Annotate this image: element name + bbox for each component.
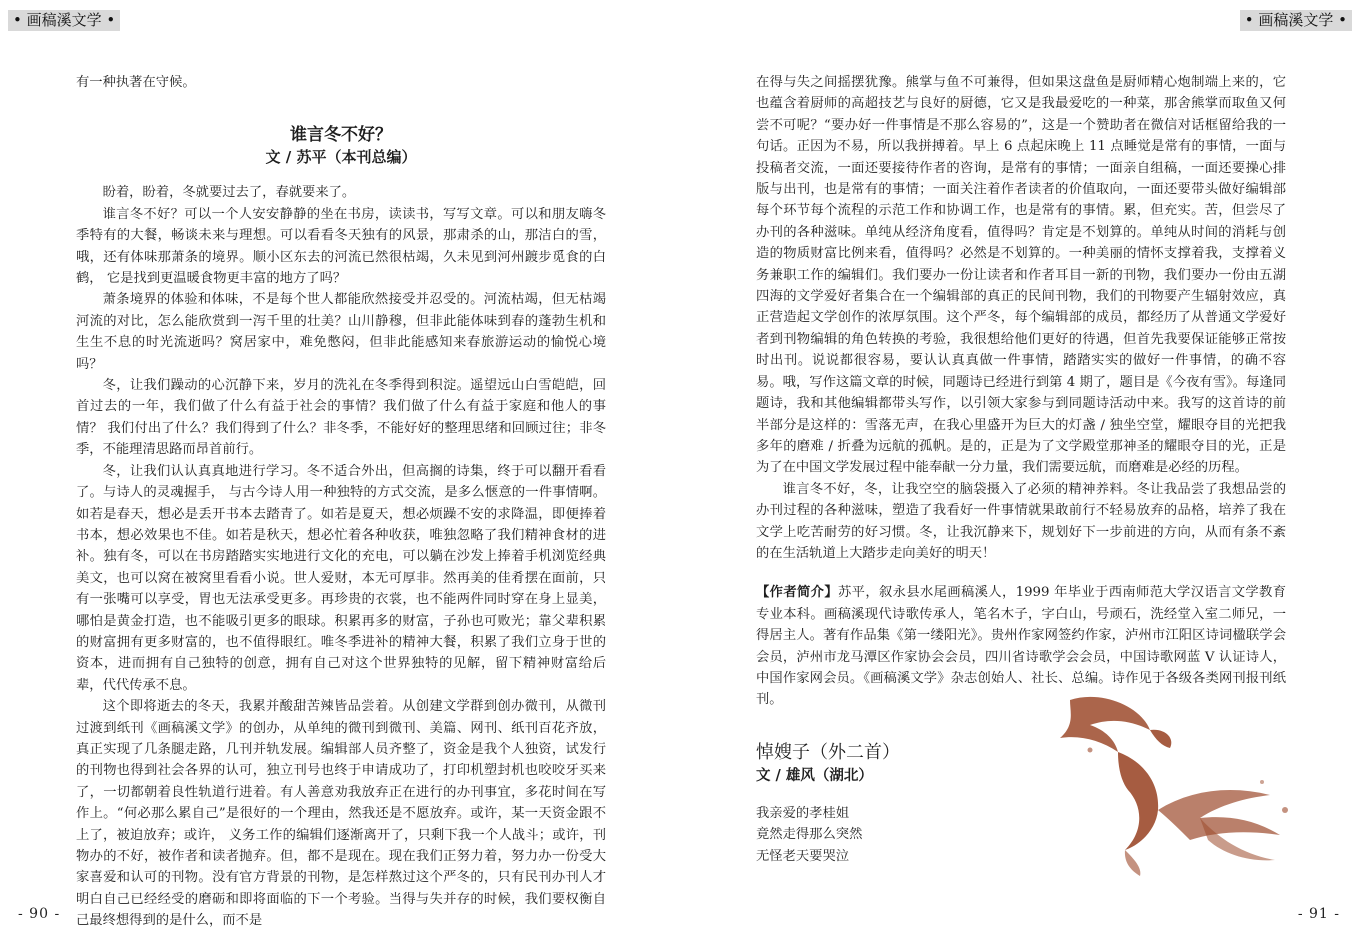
header-right-title: • 画稿溪文学 • (1240, 10, 1352, 31)
left-page-column (76, 72, 606, 932)
paragraph: 萧条境界的体验和体味，不是每个世人都能欣然接受并忍受的。河流枯竭，但无枯竭河流的对比，怎么能欣赏到一泻千里的壮美？山川静穆，但非此能体味到春的蓬勃生机和生生不息的时光流逝吗？窝居家中，难免憋闷，但非此能感知来春旅游运动的愉悦心境吗？ (76, 292, 606, 372)
spacer (756, 564, 1286, 582)
page-number-left: - 90 - (18, 906, 61, 922)
paragraph: 冬，让我们躁动的心沉静下来，岁月的洗礼在冬季得到积淀。遥望远山白雪皑皑，回首过去的一年，我们做了什么有益于社会的事情？我们做了什么有益于家庭和他人的事情？ 我们付出了什么？我们得到了什么？非冬季，不能好好的整理思绪和回顾过往；非冬季，不能理清思路而昂首前行。 (76, 378, 606, 458)
page-number-right: - 91 - (1297, 906, 1340, 922)
lead-line: 有一种执著在守候。 (76, 75, 196, 90)
ink-head (1150, 730, 1171, 748)
poem-byline: 文 / 雄风（湖北） (756, 766, 873, 784)
paragraph: 谁言冬不好？可以一个人安安静静的坐在书房，读读书，写写文章。可以和朋友嗨冬季特有的大餐，畅谈未来与理想。可以看看冬天独有的风景，那肃杀的山，那洁白的雪，哦，还有体味那萧条的境界。顺小区东去的河流已然很枯竭，久未见到河州踱步觅食的白鹤， 它是找到更温暖食物更丰富的地方了吗？ (76, 206, 606, 287)
poem-line: 无怪老天要哭泣 (756, 848, 850, 864)
paragraph: 这个即将逝去的冬天，我累并酸甜苦辣皆品尝着。从创建文学群到创办微刊，从微刊过渡到纸刊《画稿溪文学》的创办，从单纯的微刊到微刊、美篇、网刊、纸刊百花齐放，真正实现了几条腿走路，几刊并轨发展。编辑部人员齐整了，资金是我个人独资，试发行的刊物也得到社会各界的认可，独立刊号也终于申请成功了，打印机塑封机也咬咬牙买来了，一切都朝着良性轨道行进着。有人善意劝我放弃正在进行的办刊事宜，多花时间在写作上。“何必那么累自己”是很好的一个理由，然我还是不愿放弃。或许，某一天资金跟不上了，被迫放弃；或许， 义务工作的编辑们逐渐离开了，只剩下我一个人战斗；或许，刊物办的不好，被作者和读者抛弃。但，都不是现在。现在我们正努力着，努力办一份受大家喜爱和认可的刊物。没有官方背景的刊物，是怎样熬过这个严冬的，只有民刊办刊人才明白自己已经经受的磨砺和即将面临的下一个考验。当得与失并存的时候，我们要权衡自己最终想得到的是什么，而不是 (76, 699, 606, 929)
ink-dot (1282, 807, 1288, 813)
paragraph: 盼着，盼着，冬就要过去了，春就要来了。 (102, 185, 356, 201)
header-left-title: • 画稿溪文学 • (8, 10, 120, 31)
article-title: 谁言冬不好？ (290, 125, 392, 146)
ink-body (1118, 752, 1158, 850)
ink-splash-low (1125, 850, 1140, 876)
ink-dot (1088, 748, 1093, 753)
article-byline: 文 / 苏平（本刊总编） (265, 148, 417, 167)
ink-phoenix-illustration (1030, 690, 1300, 880)
poem-title: 悼嫂子（外二首） (756, 741, 900, 763)
author-bio-label: 【作者简介】 (756, 585, 838, 601)
paragraph: 冬，让我们认认真真地进行学习。冬不适合外出，但高搁的诗集，终于可以翻开看看了。与诗人的灵魂握手， 与古今诗人用一种独特的方式交流，是多么惬意的一件事情啊。如若是春天，想必是丢开书本去踏青了。如若是夏天，想必烦躁不安的求降温，即便捧着书本，想必效果也不佳。如若是秋天，想必忙着各种收获，唯独忽略了我们精神食材的进补。独有冬，可以在书房踏踏实实地进行文化的充电，可以躺在沙发上捧着手机浏览经典美文，也可以窝在被窝里看看小说。世人爱财，本无可厚非。然再美的佳肴摆在面前，只有一张嘴可以享受，胃也无法承受更多。再珍贵的衣裳，也不能两件同时穿在身上显美，哪怕是黄金打造，也不能吸引更多的眼球。积累再多的财富，子孙也可败光；靠父辈积累的财富拥有更多财富的，也不值得眼红。唯冬季进补的精神大餐，积累了我们立身于世的资本，进而拥有自己独特的创意，拥有自己对这个世界独特的见解，留下精神财富给后辈，代代传承不息。 (76, 463, 606, 693)
author-bio-text: 苏平，叙永县水尾画稿溪人，1999 年毕业于西南师范大学汉语言文学教育专业本科。画稿溪现代诗歌传承人，笔名木子，字白山，号顽石，洗经堂入室二师兄，一得居主人。著有作品集《第一缕阳光》。贵州作家网签约作家，泸州市江阳区诗词楹联学会会员，泸州市龙马潭区作家协会会员，四川省诗歌学会会员，中国诗歌网蓝 V 认证诗人，中国作家网会员。《画稿溪文学》杂志创始人、社长、总编。诗作见于各级各类网刊报刊纸刊。 (756, 585, 1287, 708)
ink-phoenix-shapes (1060, 697, 1288, 876)
ink-tail-sweep (1158, 790, 1280, 840)
poem-line: 竟然走得那么突然 (756, 827, 863, 843)
ink-wing-upper (1060, 697, 1150, 752)
ink-dot (1260, 780, 1264, 784)
paragraph: 在得与失之间摇摆犹豫。熊掌与鱼不可兼得，但如果这盘鱼是厨师精心炮制端上来的，它也蕴含着厨师的高超技艺与良好的厨德，它又是我最爱吃的一种菜，那舍熊掌而取鱼又何尝不可呢？“要办好一件事情是不那么容易的”，这是一个赞助者在微信对话框留给我的一句话。正因为不易，所以我拼搏着。早上 6 点起床晚上 11 点睡觉是常有的事情，一面与投稿者交流，一面还要接待作者的咨询，是常有的事情；一面亲自组稿，一面还要操心排版与出刊，也是常有的事情；一面关注着作者读者的价值取向，一面还要带头做好编辑部每个环节每个流程的示范工作和协调工作，也是常有的事情。累，但充实。苦，但尝尽了办刊的各种滋味。单纯从经济角度看，值得吗？肯定是不划算的。单纯从时间的消耗与创造的物质财富比例来看，值得吗？必然是不划算的。一种美丽的情怀支撑着我，支撑着义务兼职工作的编辑们。我们要办一份让读者和作者耳目一新的刊物，我们要办一份由五湖四海的文学爱好者集合在一个编辑部的真正的民间刊物，我们的刊物要产生辐射效应，真正营造起文学创作的浓厚氛围。这个严冬，每个编辑部的成员，都经历了从普通文学爱好者到刊物编辑的角色转换的考验，我很想给他们更好的待遇，但首先我要保证能够正常按时出刊。说说都很容易，要认认真真做一件事情，踏踏实实的做好一件事情，的确不容易。哦，写作这篇文章的时候，同题诗已经进行到第 4 期了，题目是《今夜有雪》。每逢同题诗，我和其他编辑都带头写作，以引领大家参与到同题诗活动中来。我写的这首诗的前半部分是这样的：雪落无声，在我心里盛开为巨大的灯盏 / 独坐空堂，耀眼夺目的光把我多年的磨难 / 折叠为远航的孤帆。是的，正是为了文学殿堂那神圣的耀眼夺目的光，正是为了在中国文学发展过程中能奉献一分力量，我们需要远航，而磨难是必经的历程。 (756, 75, 1286, 476)
poem-line: 我亲爱的孝桂姐 (756, 805, 850, 821)
paragraph: 谁言冬不好，冬，让我空空的脑袋摄入了必须的精神养料。冬让我品尝了我想品尝的办刊过程的各种滋味，塑造了我看好一件事情就果敢前行不轻易放弃的品格，培养了我在文学上吃苦耐劳的好习惯。冬，让我沉静来下，规划好下一步前进的方向，从而有条不紊的在生活轨道上大踏步走向美好的明天！ (756, 481, 1286, 561)
